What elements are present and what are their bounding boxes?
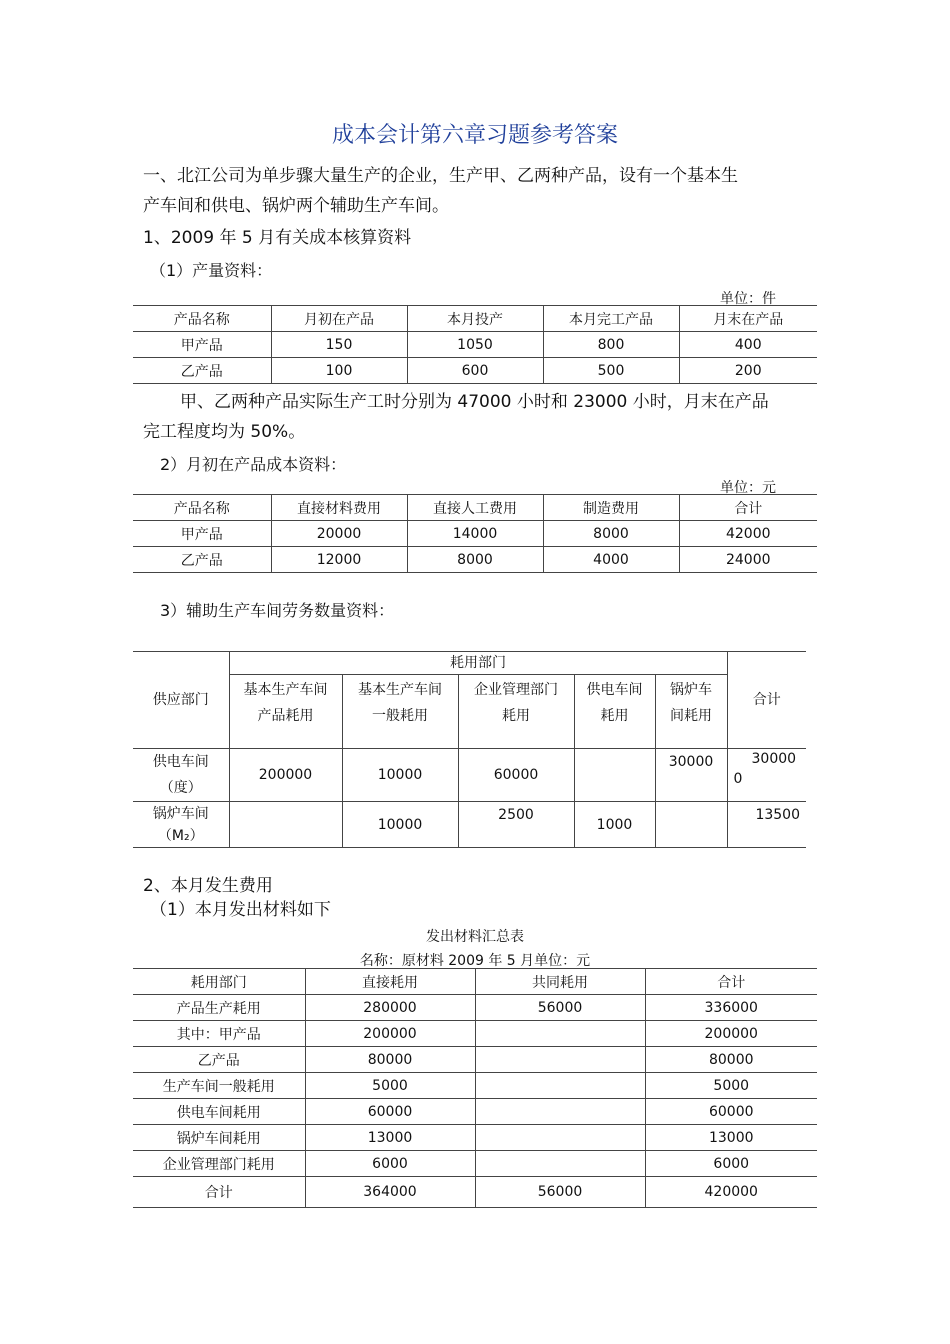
table-row	[133, 547, 817, 573]
note-line-2: 完工程度均为 50%。	[143, 422, 306, 442]
table-cell: 5000	[645, 1073, 817, 1099]
column-header: 基本生产车间 产品耗用	[229, 675, 342, 749]
column-header: 企业管理部门 耗用	[458, 675, 574, 749]
table-row	[133, 358, 817, 384]
table-caption: 发出材料汇总表	[426, 929, 524, 945]
table-header-cell: 直接材料费用	[271, 495, 407, 521]
table-cell: 产品生产耗用	[133, 995, 305, 1021]
table-cell: 80000	[305, 1047, 475, 1073]
table-row	[133, 995, 817, 1021]
table-row	[133, 1099, 817, 1125]
table-cell	[574, 749, 655, 802]
table-cell: 200000	[305, 1021, 475, 1047]
table-cell: 8000	[543, 521, 679, 547]
table-cell: 56000	[475, 995, 645, 1021]
table-header-cell: 直接人工费用	[407, 495, 543, 521]
table-cell	[655, 802, 727, 848]
table-row	[133, 1047, 817, 1073]
table-cell	[475, 1047, 645, 1073]
table-cell: 13000	[645, 1125, 817, 1151]
table-header-row	[133, 969, 817, 995]
table-cell: 1000	[574, 802, 655, 848]
table-cell: 6000	[645, 1151, 817, 1177]
column-header: 锅炉车 间耗用	[655, 675, 727, 749]
table-header-cell: 产品名称	[173, 311, 230, 328]
table-row	[133, 1021, 817, 1047]
table-cell: 60000	[645, 1099, 817, 1125]
table-cell: 10000	[342, 749, 458, 802]
table-cell: 14000	[407, 521, 543, 547]
intro-line-1: 一、北江公司为单步骤大量生产的企业，生产甲、乙两种产品，设有一个基本生	[143, 166, 738, 186]
table-cell: 甲产品	[133, 332, 271, 358]
table-cell: 280000	[305, 995, 475, 1021]
column-header: 基本生产车间 一般耗用	[342, 675, 458, 749]
supply-dept-header: 供应部门	[152, 692, 209, 708]
table-header-cell: 月末在产品	[679, 306, 817, 332]
sub-heading-output: （1）产量资料：	[150, 261, 273, 280]
table-cell: 13000	[305, 1125, 475, 1151]
table-cell: 42000	[679, 521, 817, 547]
table-cell: 2500	[458, 802, 574, 848]
table-row	[133, 802, 806, 848]
table-header-cell: 月初在产品	[271, 306, 407, 332]
table-cell: 400	[679, 332, 817, 358]
table-cell: 生产车间一般耗用	[133, 1073, 305, 1099]
page-title: 成本会计第六章习题参考答案	[331, 123, 618, 148]
table-cell: 800	[543, 332, 679, 358]
table-cell	[475, 1125, 645, 1151]
table-cell: 60000	[305, 1099, 475, 1125]
table-cell: 4000	[543, 547, 679, 573]
table-cell: 乙产品	[133, 547, 271, 573]
table-header-cell: 共同耗用	[475, 969, 645, 995]
table-cell: 150	[271, 332, 407, 358]
table-cell: 600	[407, 358, 543, 384]
total-cell: 13500	[727, 802, 806, 848]
table-cell: 6000	[305, 1151, 475, 1177]
section1-heading: 1、2009 年 5 月有关成本核算资料	[143, 228, 412, 248]
materials-table	[133, 968, 817, 1208]
table-cell: 企业管理部门耗用	[133, 1151, 305, 1177]
table-header-cell: 本月完工产品	[543, 306, 679, 332]
table-row	[133, 332, 817, 358]
table-row	[133, 1151, 817, 1177]
sub-heading-auxiliary: 3）辅助生产车间劳务数量资料：	[160, 601, 395, 620]
table-header-cell: 产品名称	[173, 500, 230, 517]
table-cell	[475, 1099, 645, 1125]
table-cell: 合计	[133, 1177, 305, 1208]
intro-line-2: 产车间和供电、锅炉两个辅助生产车间。	[143, 196, 449, 216]
row-label: 供电车间 （度）	[133, 749, 229, 802]
table-cell: 锅炉车间耗用	[133, 1125, 305, 1151]
initial-cost-table	[133, 494, 817, 573]
row-label: 锅炉车间 （M₂）	[133, 802, 229, 848]
table-cell: 56000	[475, 1177, 645, 1208]
total-header: 合计	[727, 652, 806, 749]
table-header-cell: 本月投产	[407, 306, 543, 332]
sub-heading-materials: （1）本月发出材料如下	[150, 900, 331, 920]
table-cell: 乙产品	[133, 358, 271, 384]
column-header: 供电车间 耗用	[574, 675, 655, 749]
table-header-row	[133, 306, 817, 332]
table-cell: 5000	[305, 1073, 475, 1099]
table-cell: 10000	[342, 802, 458, 848]
table-cell: 500	[543, 358, 679, 384]
table-cell: 24000	[679, 547, 817, 573]
table-cell: 420000	[645, 1177, 817, 1208]
table-cell: 20000	[271, 521, 407, 547]
table-row	[133, 521, 817, 547]
table-header-cell: 制造费用	[543, 495, 679, 521]
table-cell: 其中：甲产品	[133, 1021, 305, 1047]
table-row	[133, 749, 806, 802]
table-cell	[475, 1151, 645, 1177]
table-cell: 100	[271, 358, 407, 384]
table-header-cell: 合计	[645, 969, 817, 995]
table-cell: 364000	[305, 1177, 475, 1208]
table-cell: 200	[679, 358, 817, 384]
table-cell: 12000	[271, 547, 407, 573]
table-cell: 60000	[458, 749, 574, 802]
table-row	[133, 1125, 817, 1151]
table-total-row	[133, 1177, 817, 1208]
table-cell: 80000	[645, 1047, 817, 1073]
table-header-cell: 耗用部门	[190, 974, 247, 991]
table-cell: 1050	[407, 332, 543, 358]
unit-label-2: 单位：元	[720, 480, 776, 496]
table-cell: 乙产品	[133, 1047, 305, 1073]
table-cell: 8000	[407, 547, 543, 573]
table-header-row	[133, 495, 817, 521]
table-subcaption: 名称：原材料 2009 年 5 月单位：元	[359, 953, 591, 969]
unit-label-1: 单位：件	[720, 291, 776, 307]
table-cell: 30000	[655, 749, 727, 802]
table-header-cell: 合计	[679, 495, 817, 521]
output-table	[133, 305, 817, 384]
sub-heading-initial-cost: 2）月初在产品成本资料：	[160, 455, 347, 474]
table-cell	[475, 1021, 645, 1047]
table-cell: 200000	[229, 749, 342, 802]
table-row	[133, 1073, 817, 1099]
table-cell: 甲产品	[133, 521, 271, 547]
table-cell	[229, 802, 342, 848]
table-cell: 336000	[645, 995, 817, 1021]
table-cell: 200000	[645, 1021, 817, 1047]
table-cell	[475, 1073, 645, 1099]
table-cell: 供电车间耗用	[133, 1099, 305, 1125]
section2-heading: 2、本月发生费用	[143, 876, 273, 896]
table-header-cell: 直接耗用	[305, 969, 475, 995]
note-line-1: 甲、乙两种产品实际生产工时分别为 47000 小时和 23000 小时，月末在产品	[180, 392, 769, 412]
auxiliary-service-table	[133, 651, 806, 848]
consume-dept-header: 耗用部门	[229, 652, 727, 675]
total-cell: 30000 0	[727, 749, 806, 802]
